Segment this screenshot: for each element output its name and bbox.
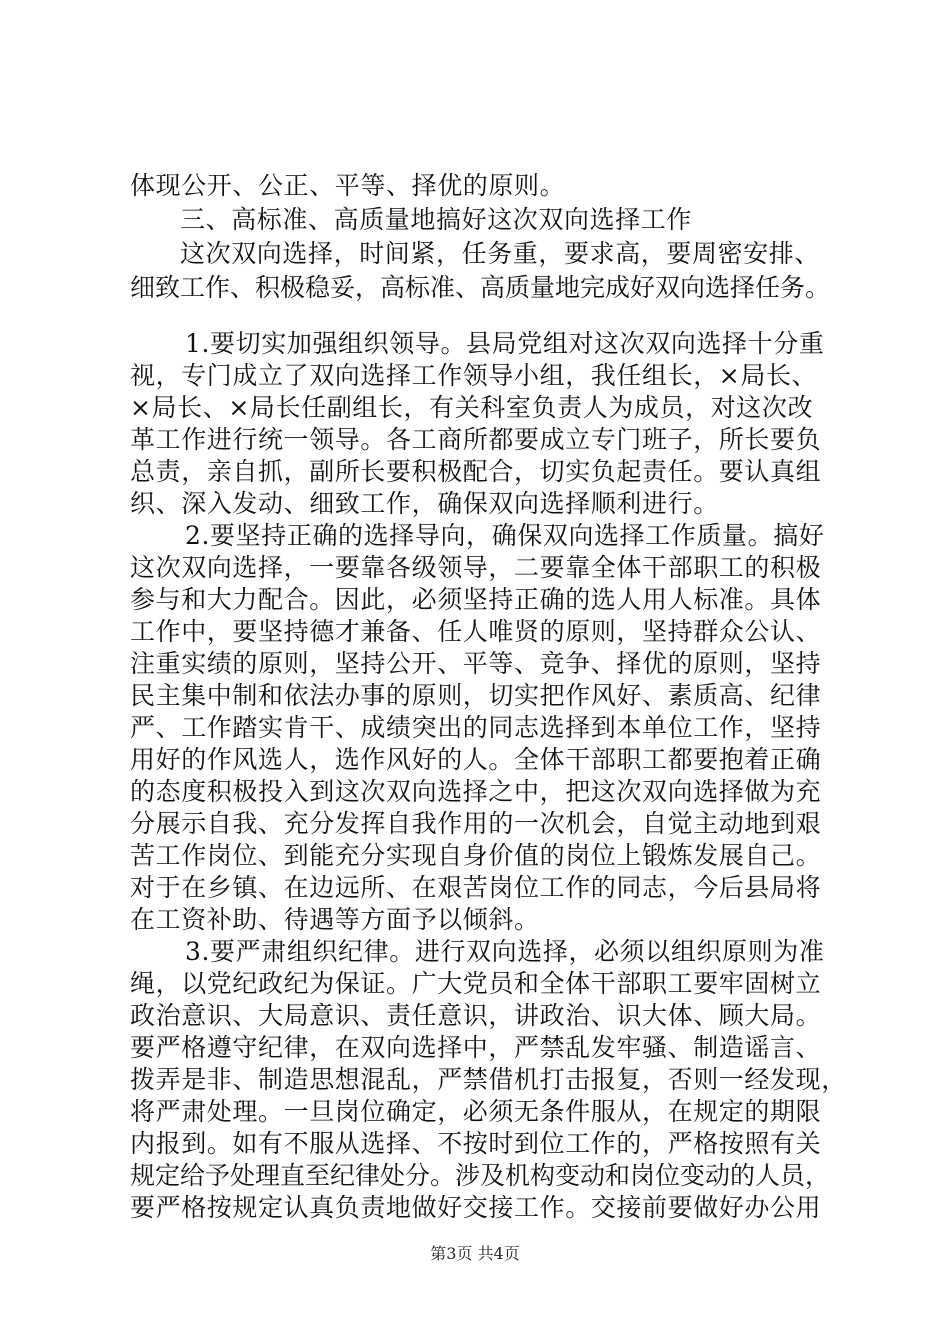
text-line: 2.要坚持正确的选择导向，确保双向选择工作质量。搞好 [185, 521, 825, 550]
text-line: 1.要切实加强组织领导。县局党组对这次双向选择十分重 [185, 329, 825, 358]
section-heading: 三、高标准、高质量地搞好这次双向选择工作 [180, 205, 693, 234]
text-line: 绳，以党纪政纪为保证。广大党员和全体干部职工要牢固树立 [130, 969, 822, 998]
text-line: 视，专门成立了双向选择工作领导小组，我任组长，×局长、 [130, 361, 818, 390]
text-line: 用好的作风选人，选作风好的人。全体干部职工都要抱着正确 [130, 745, 822, 774]
text-line: 总责，亲自抓，副所长要积极配合，切实负起责任。要认真组 [130, 457, 822, 486]
text-line: 这次双向选择，时间紧，任务重，要求高，要周密安排、 [180, 239, 821, 268]
text-line: 革工作进行统一领导。各工商所都要成立专门班子，所长要负 [130, 425, 822, 454]
text-line: 的态度积极投入到这次双向选择之中，把这次双向选择做为充 [130, 777, 822, 806]
text-line: 细致工作、积极稳妥，高标准、高质量地完成好双向选择任务。 [130, 273, 831, 302]
text-line: ×局长、×局长任副组长，有关科室负责人为成员，对这次改 [130, 393, 814, 422]
text-line: 注重实绩的原则，坚持公开、平等、竞争、择优的原则，坚持 [130, 649, 822, 678]
text-line: 对于在乡镇、在边远所、在艰苦岗位工作的同志，今后县局将 [130, 873, 822, 902]
text-line: 将严肃处理。一旦岗位确定，必须无条件服从，在规定的期限 [130, 1097, 822, 1126]
text-line: 分展示自我、充分发挥自我作用的一次机会，自觉主动地到艰 [130, 809, 822, 838]
text-line: 参与和大力配合。因此，必须坚持正确的选人用人标准。具体 [130, 585, 822, 614]
text-line: 3.要严肃组织纪律。进行双向选择，必须以组织原则为准 [185, 937, 825, 966]
text-line: 拨弄是非、制造思想混乱，严禁借机打击报复，否则一经发现， [130, 1065, 847, 1094]
text-line: 严、工作踏实肯干、成绩突出的同志选择到本单位工作，坚持 [130, 713, 822, 742]
text-line: 苦工作岗位、到能充分实现自身价值的岗位上锻炼发展自己。 [130, 841, 822, 870]
text-line: 在工资补助、待遇等方面予以倾斜。 [130, 905, 540, 934]
text-line: 内报到。如有不服从选择、不按时到位工作的，严格按照有关 [130, 1129, 822, 1158]
text-line: 体现公开、公正、平等、择优的原则。 [130, 171, 566, 200]
text-line: 政治意识、大局意识、责任意识，讲政治、识大体、顾大局。 [130, 1001, 822, 1030]
page-number: 第3页 共4页 [430, 1244, 520, 1263]
text-line: 要严格按规定认真负责地做好交接工作。交接前要做好办公用 [130, 1193, 822, 1222]
text-line: 工作中，要坚持德才兼备、任人唯贤的原则，坚持群众公认、 [130, 617, 822, 646]
text-line: 这次双向选择，一要靠各级领导，二要靠全体干部职工的积极 [130, 553, 822, 582]
text-line: 织、深入发动、细致工作，确保双向选择顺利进行。 [130, 489, 719, 518]
text-line: 要严格遵守纪律，在双向选择中，严禁乱发牢骚、制造谣言、 [130, 1033, 822, 1062]
text-line: 规定给予处理直至纪律处分。涉及机构变动和岗位变动的人员， [130, 1161, 831, 1190]
text-line: 民主集中制和依法办事的原则，切实把作风好、素质高、纪律 [130, 681, 822, 710]
